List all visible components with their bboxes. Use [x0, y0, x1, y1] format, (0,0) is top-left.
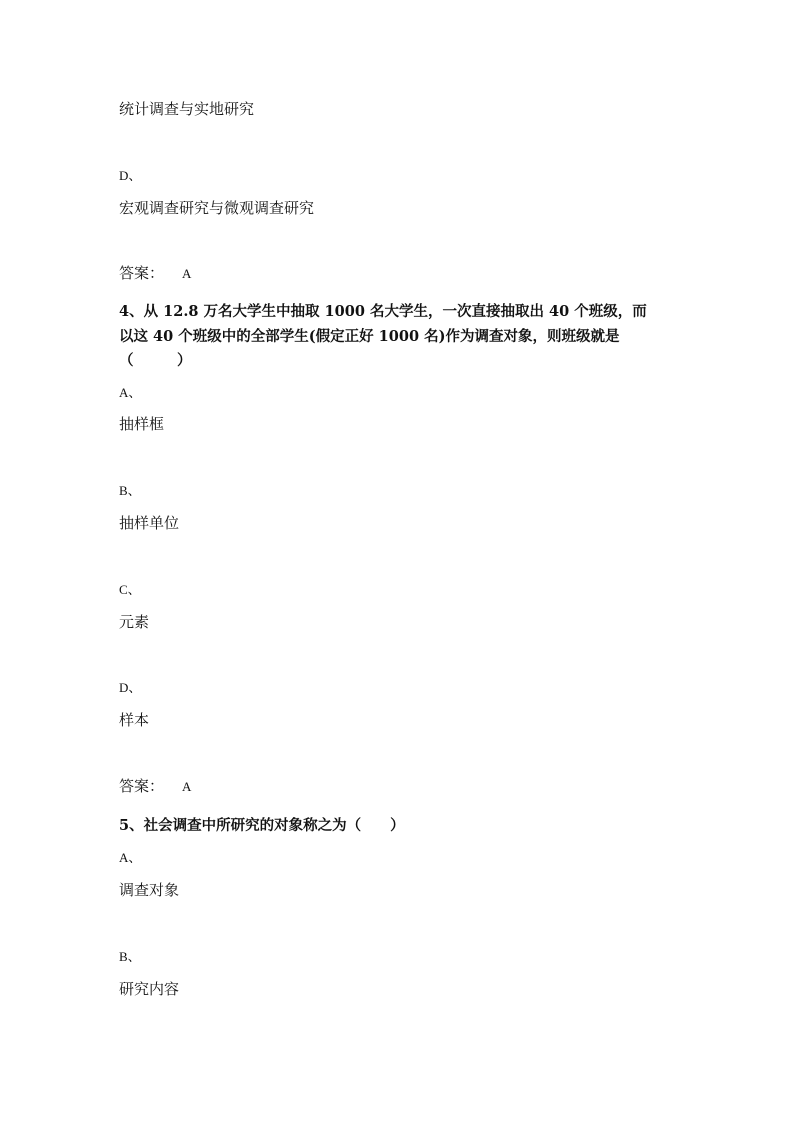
answer-label: 答案： [119, 777, 165, 795]
prev-option-d-label: D、 [119, 168, 142, 183]
q4-option-c-text: 元素 [119, 613, 150, 631]
answer-value: A [182, 266, 192, 281]
q4-option-b-text: 抽样单位 [119, 514, 180, 532]
q4-answer [119, 776, 191, 797]
answer-label: 答案： [119, 264, 165, 282]
q4-option-c-label: C、 [119, 582, 141, 597]
prev-option-d-text: 宏观调查研究与微观调查研究 [119, 199, 315, 217]
question-4-line-2: 以这 40 个班级中的全部学生(假定正好 1000 名)作为调查对象，则班级就是 [119, 328, 620, 345]
q4-option-d-label: D、 [119, 680, 142, 695]
q4-option-b-label: B、 [119, 483, 141, 498]
q5-option-a-text: 调查对象 [119, 881, 180, 899]
question-5-line-1: 5、社会调查中所研究的对象称之为（ ） [119, 817, 405, 834]
question-4-line-1: 4、从 12.8 万名大学生中抽取 1000 名大学生，一次直接抽取出 40 个班级，而 [119, 303, 647, 320]
prev-answer [119, 263, 191, 284]
q4-option-a-text: 抽样框 [119, 415, 165, 433]
q4-option-a-label: A、 [119, 385, 142, 400]
q5-option-b-text: 研究内容 [119, 980, 180, 998]
question-4-line-3: （ ） [119, 352, 192, 369]
q5-option-a-label: A、 [119, 850, 142, 865]
q4-option-d-text: 样本 [119, 711, 150, 729]
q5-option-b-label: B、 [119, 949, 141, 964]
prev-option-c-text: 统计调查与实地研究 [119, 100, 255, 118]
answer-value: A [182, 779, 192, 794]
